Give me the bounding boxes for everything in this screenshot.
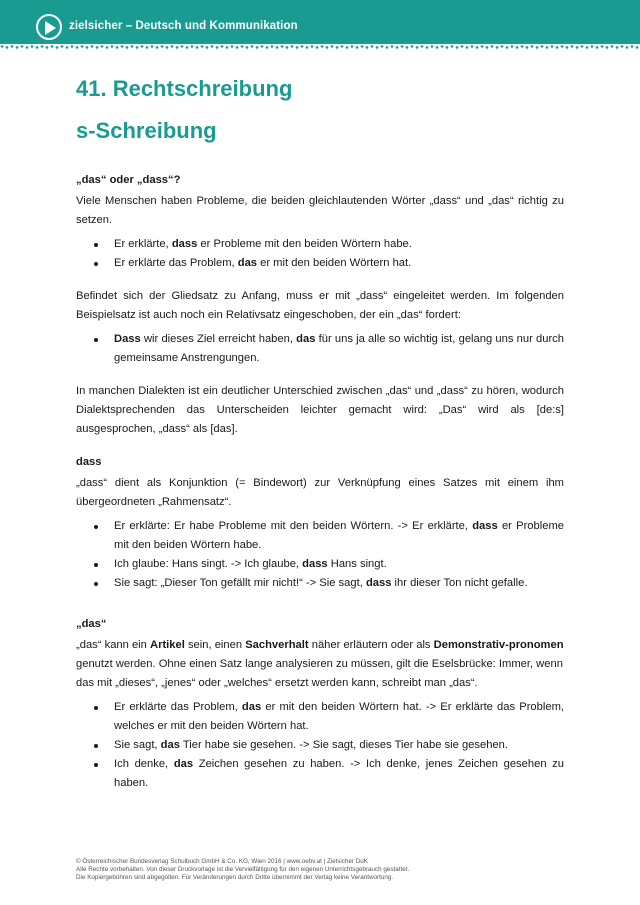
list-item bbox=[114, 698, 564, 736]
text: sein, einen bbox=[184, 639, 246, 651]
text: er mit den beiden Wörtern hat. bbox=[257, 257, 412, 269]
list-item bbox=[114, 517, 564, 555]
text: für uns ja alle so wichtig ist, gelang uns nur durch gemeinsame Anstrengungen. bbox=[114, 333, 564, 364]
header-dots-border bbox=[0, 40, 640, 50]
paragraph-dialekte: In manchen Dialekten ist ein deutlicher Unterschied zwischen „das“ und „dass“ zu hören, wodurch Dialektsprechenden das Unterscheiden leichter gemacht wird: „Das“ wird als [de:s] ausgesprochen, „dass“ als [das]. bbox=[76, 385, 564, 435]
bold-text: Demonstrativ-pronomen bbox=[433, 639, 564, 651]
text: Sie sagt: „Dieser Ton gefällt mir nicht!“ -> Sie sagt, bbox=[114, 577, 366, 589]
copyright-footer bbox=[76, 858, 576, 882]
bold-text: Dass bbox=[114, 333, 141, 345]
footer-line: Die Kopiergebühren sind abgegolten. Für Veränderungen durch Dritte übernimmt der Verlag keine Verantwortung. bbox=[76, 874, 394, 881]
text: Ich glaube: Hans singt. -> Ich glaube, bbox=[114, 558, 303, 570]
text: er mit den beiden Wörtern hat. -> Er erklärte das Problem, welches er mit den beiden Wörtern hat. bbox=[114, 701, 565, 732]
text: näher erläutern oder als bbox=[308, 639, 434, 651]
header-title: zielsicher – Deutsch und Kommunikation bbox=[69, 20, 298, 32]
bullet-list-2 bbox=[76, 330, 564, 368]
list-item bbox=[114, 555, 564, 574]
bold-text: das bbox=[237, 257, 258, 269]
page-subtitle: s-Schreibung bbox=[76, 118, 217, 143]
section-heading-das-oder-dass: „das“ oder „dass“? bbox=[76, 174, 181, 186]
section-heading-das: „das“ bbox=[76, 618, 107, 630]
list-item bbox=[114, 755, 564, 793]
paragraph-gliedsatz: Befindet sich der Gliedsatz zu Anfang, muss er mit „dass“ eingeleitet werden. Im folgenden Beispielsatz ist auch noch ein Relativsatz eingeschoben, der ein „das“ fordert: bbox=[76, 290, 564, 321]
bold-text: Sachverhalt bbox=[245, 639, 309, 651]
bullet-list-1 bbox=[76, 235, 564, 273]
paragraph-intro: Viele Menschen haben Probleme, die beiden gleichlautenden Wörter „dass“ und „das“ richtig zu setzen. bbox=[76, 195, 564, 226]
bold-text: das bbox=[241, 701, 262, 713]
bold-text: Artikel bbox=[150, 639, 185, 651]
text: Er erklärte das Problem, bbox=[114, 701, 242, 713]
text: „das“ kann ein bbox=[76, 639, 151, 651]
bullet-list-3 bbox=[76, 517, 564, 593]
bold-text: das bbox=[160, 739, 180, 751]
bold-text: dass bbox=[472, 520, 498, 532]
text: Ich denke, bbox=[114, 758, 174, 770]
main-content bbox=[76, 171, 564, 793]
play-logo-icon bbox=[36, 14, 62, 40]
footer-line: Alle Rechte vorbehalten. Von dieser Druckvorlage ist die Vervielfältigung für den eigenen Unterrichtsgebrauch gestattet. bbox=[76, 866, 410, 873]
list-item bbox=[114, 736, 564, 755]
bullet-list-4 bbox=[76, 698, 564, 793]
text: er Probleme mit den beiden Wörtern habe. bbox=[197, 238, 412, 250]
text: Hans singt. bbox=[327, 558, 387, 570]
text: Zeichen gesehen zu haben. -> Ich denke, jenes Zeichen gesehen zu haben. bbox=[114, 758, 565, 789]
section-heading-dass: dass bbox=[76, 456, 102, 468]
page-title: 41. Rechtschreibung bbox=[76, 76, 293, 101]
list-item bbox=[114, 330, 564, 368]
bold-text: dass bbox=[365, 577, 392, 589]
paragraph-das-erklaerung bbox=[76, 636, 564, 693]
list-item bbox=[114, 235, 564, 254]
text: wir dieses Ziel erreicht haben, bbox=[140, 333, 297, 345]
footer-line: © Österreichischer Bundesverlag Schulbuch GmbH & Co. KG, Wien 2016 | www.oebv.at | Zielsicher DuK bbox=[76, 858, 368, 865]
text: Sie sagt, bbox=[114, 739, 161, 751]
paragraph-konjunktion: „dass“ dient als Konjunktion (= Bindewort) zur Verknüpfung eines Satzes mit einem ihm übergeordneten „Rahmensatz“. bbox=[76, 477, 564, 508]
bold-text: dass bbox=[302, 558, 328, 570]
text: Er erklärte: Er habe Probleme mit den beiden Wörtern. -> Er erklärte, bbox=[114, 520, 473, 532]
list-item bbox=[114, 254, 564, 273]
text: Tier habe sie gesehen. -> Sie sagt, dieses Tier habe sie gesehen. bbox=[179, 739, 508, 751]
bold-text: dass bbox=[171, 238, 198, 250]
bold-text: das bbox=[173, 758, 194, 770]
text: Er erklärte das Problem, bbox=[114, 257, 238, 269]
text: Er erklärte, bbox=[114, 238, 172, 250]
text: ihr dieser Ton nicht gefalle. bbox=[391, 577, 528, 589]
list-item bbox=[114, 574, 564, 593]
bold-text: das bbox=[296, 333, 316, 345]
text: er Probleme mit den beiden Wörtern habe. bbox=[114, 520, 565, 551]
text: genutzt werden. Ohne einen Satz lange analysieren zu müssen, gilt die Eselsbrücke: Immer, wenn das mit „dieses“, „jenes“ oder „welches“ ersetzt werden kann, schreibt man „das“. bbox=[76, 658, 563, 689]
